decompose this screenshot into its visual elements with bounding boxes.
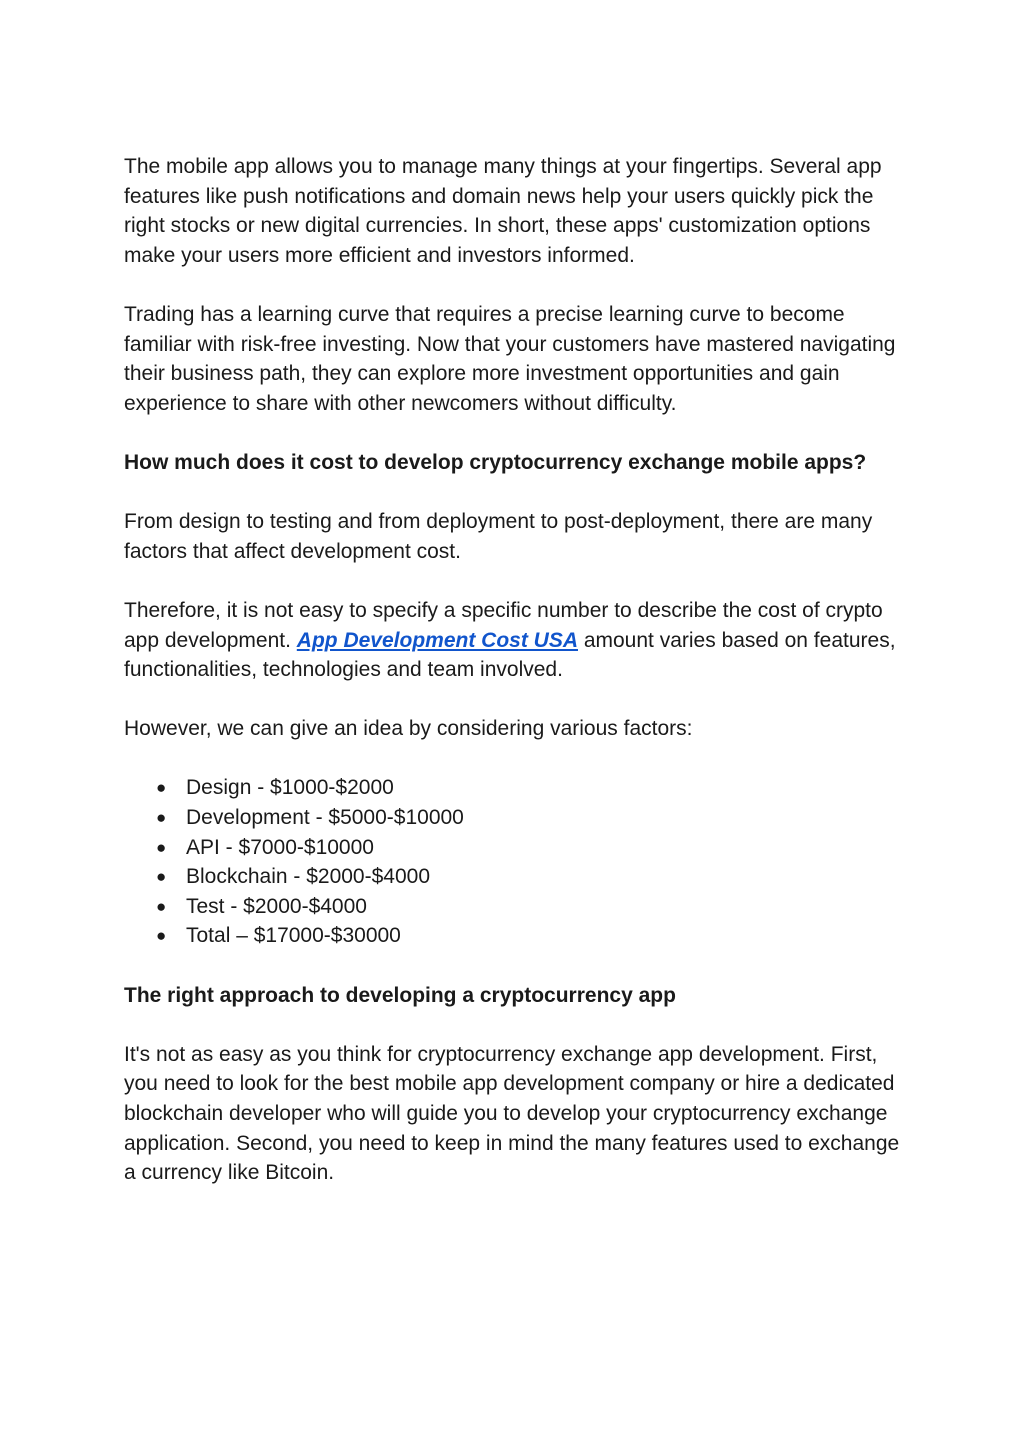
paragraph-cost-varies	[124, 596, 914, 685]
paragraph-cost-varies-end: amount varies based on features, functionalities, technologies and team involved.	[124, 628, 896, 682]
cost-list	[124, 773, 914, 951]
list-item	[124, 892, 914, 922]
list-item	[124, 773, 914, 803]
bullet-icon: ●	[156, 867, 167, 887]
bullet-icon: ●	[156, 837, 167, 857]
bullet-icon: ●	[156, 778, 167, 798]
bullet-icon: ●	[156, 896, 167, 916]
bullet-icon: ●	[156, 926, 167, 946]
paragraph-factors: From design to testing and from deployment to post-deployment, there are many factors that affect development cost.	[124, 510, 873, 563]
list-item-text: API - $7000-$10000	[186, 835, 374, 859]
paragraph-approach: It's not as easy as you think for cryptocurrency exchange app development. First, you need to look for the best mobile app development company or hire a dedicated blockchain developer who will guide you to develop your cryptocurrency exchange application. Second, you need to keep in mind the many features used to exchange a currency like Bitcoin.	[124, 1042, 900, 1185]
list-item-text: Test - $2000-$4000	[186, 894, 367, 918]
list-item	[124, 803, 914, 833]
list-item-text: Total – $17000-$30000	[186, 924, 401, 948]
paragraph-cost-varies-start: Therefore, it is not easy to specify a specific number to describe the cost of crypto app development.	[124, 598, 883, 652]
heading-right-approach: The right approach to developing a cryptocurrency app	[124, 983, 676, 1007]
list-item-text: Blockchain - $2000-$4000	[186, 865, 431, 889]
app-development-cost-link[interactable]: App Development Cost USA	[296, 628, 578, 652]
list-item	[124, 862, 914, 892]
document-page	[124, 152, 914, 1217]
paragraph-idea: However, we can give an idea by considering various factors:	[124, 717, 693, 741]
list-item	[124, 833, 914, 863]
paragraph-trading-curve: Trading has a learning curve that requires a precise learning curve to become familiar with risk-free investing. Now that your customers have mastered navigating their business path, they can explore more investment opportunities and gain experience to share with other newcomers without difficulty.	[124, 302, 896, 415]
list-item-text: Development - $5000-$10000	[186, 806, 464, 830]
bullet-icon: ●	[156, 808, 167, 828]
heading-cost: How much does it cost to develop cryptocurrency exchange mobile apps?	[124, 450, 867, 474]
paragraph-mobile-app: The mobile app allows you to manage many things at your fingertips. Several app features like push notifications and domain news help your users quickly pick the right stocks or new digital currencies. In short, these apps' customization options make your users more efficient and investors informed.	[124, 155, 882, 267]
list-item	[124, 921, 914, 951]
list-item-text: Design - $1000-$2000	[186, 776, 394, 800]
